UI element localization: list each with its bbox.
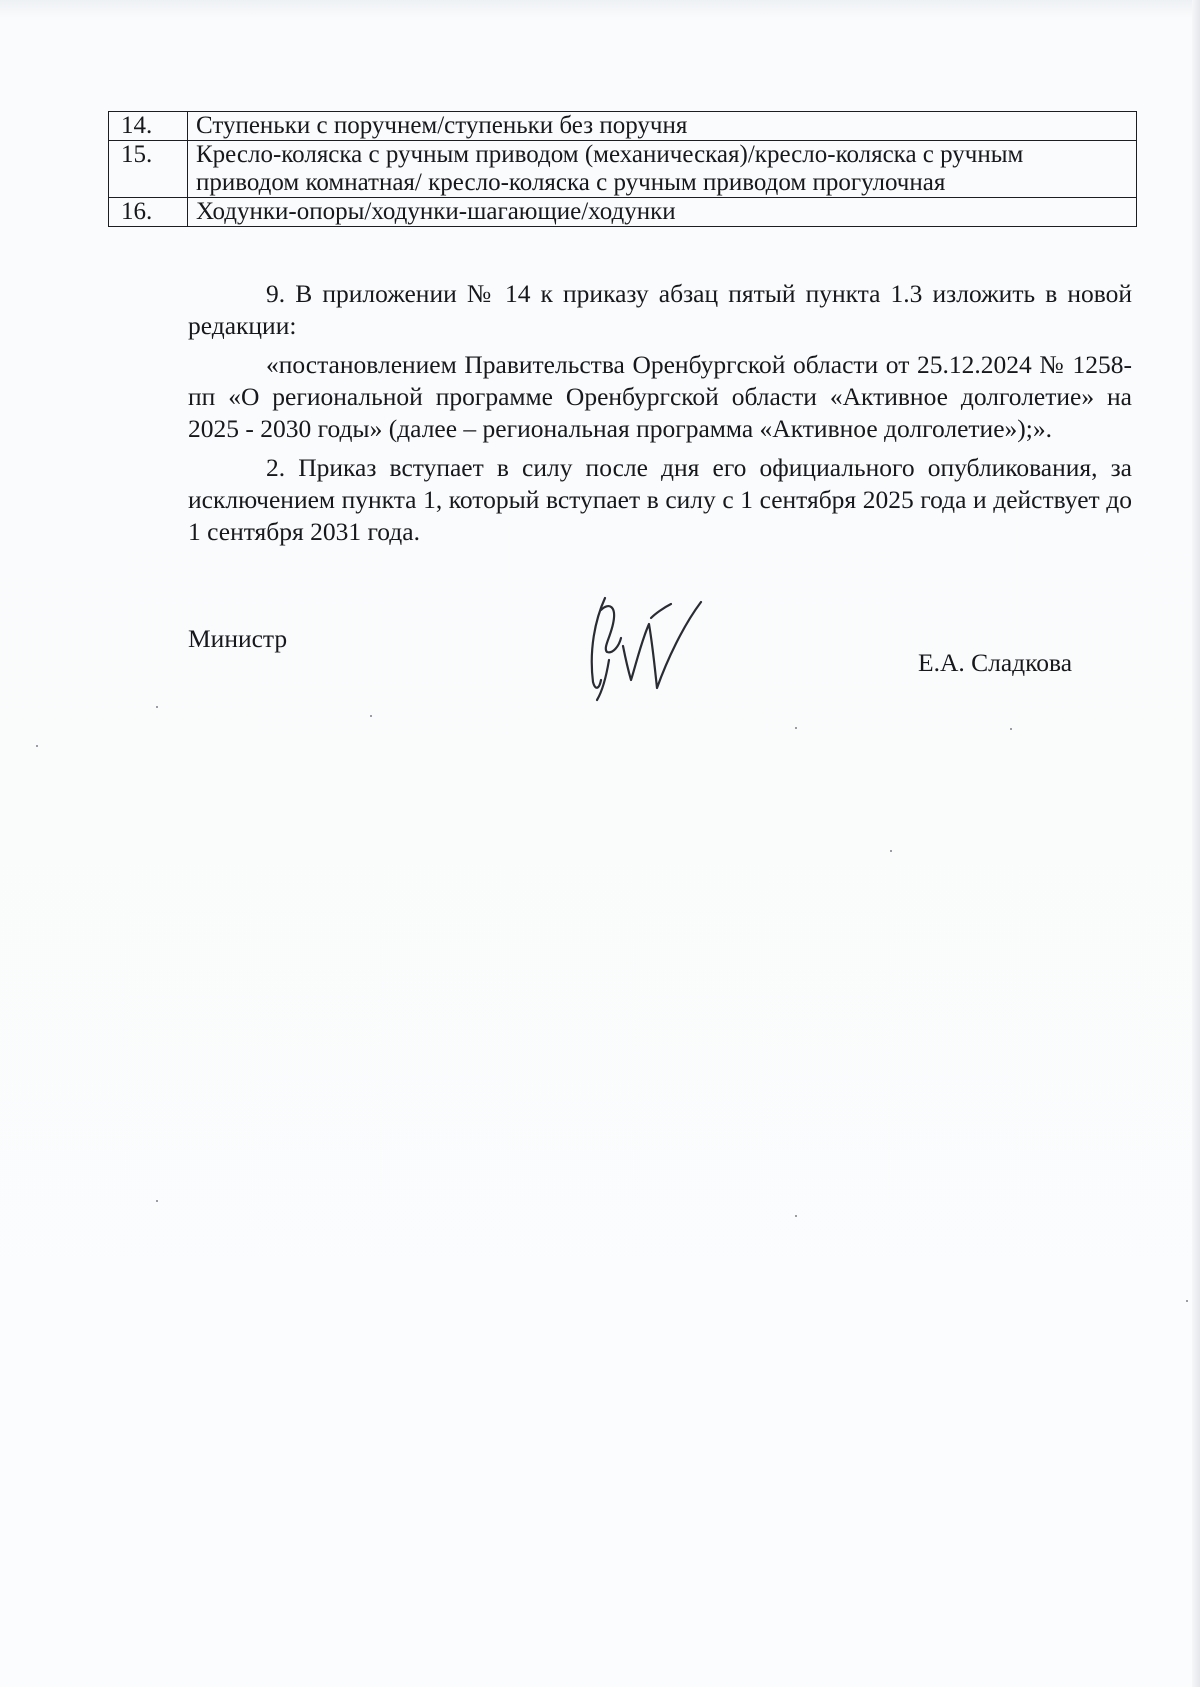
- table-row: [109, 198, 1137, 227]
- scan-speck: [1010, 728, 1012, 730]
- paragraph-item-9: 9. В приложении № 14 к приказу абзац пятый пункта 1.3 изложить в новой редакции:: [188, 279, 1132, 340]
- paragraph-quoted-resolution: «постановлением Правительства Оренбургской области от 25.12.2024 № 1258-пп «О региональной программе Оренбургской области «Активное долголетие» на 2025 - 2030 годы» (далее – региональная программа «Активное долголетие»);».: [188, 350, 1132, 443]
- scan-speck: [370, 715, 372, 717]
- row-number: 14.: [109, 112, 188, 141]
- body-text: [188, 278, 1132, 548]
- scan-edge: [1192, 0, 1200, 1687]
- signature-icon: [583, 590, 713, 705]
- paragraph-item-2: 2. Приказ вступает в силу после дня его официального опубликования, за исключением пункта 1, который вступает в силу с 1 сентября 2025 года и действует до 1 сентября 2031 года.: [188, 453, 1132, 546]
- row-text: Кресло-коляска с ручным приводом (механическая)/кресло-коляска с ручным приводом комнатная/ кресло-коляска с ручным приводом прогулочная: [188, 141, 1137, 198]
- row-number: 15.: [109, 141, 188, 198]
- table-row: [109, 141, 1137, 198]
- row-text: Ступеньки с поручнем/ступеньки без поручня: [188, 112, 1137, 141]
- scan-speck: [156, 706, 158, 708]
- table-row: [109, 112, 1137, 141]
- scan-speck: [36, 745, 38, 747]
- scan-speck: [156, 1200, 158, 1202]
- items-table: [108, 111, 1137, 227]
- minister-title: Министр: [188, 624, 288, 653]
- scan-speck: [795, 727, 797, 729]
- row-number: 16.: [109, 198, 188, 227]
- scan-speck: [795, 1215, 797, 1217]
- minister-name: Е.А. Сладкова: [918, 648, 1073, 677]
- scan-speck: [890, 850, 892, 852]
- scan-speck: [1186, 1300, 1188, 1302]
- row-text: Ходунки-опоры/ходунки-шагающие/ходунки: [188, 198, 1137, 227]
